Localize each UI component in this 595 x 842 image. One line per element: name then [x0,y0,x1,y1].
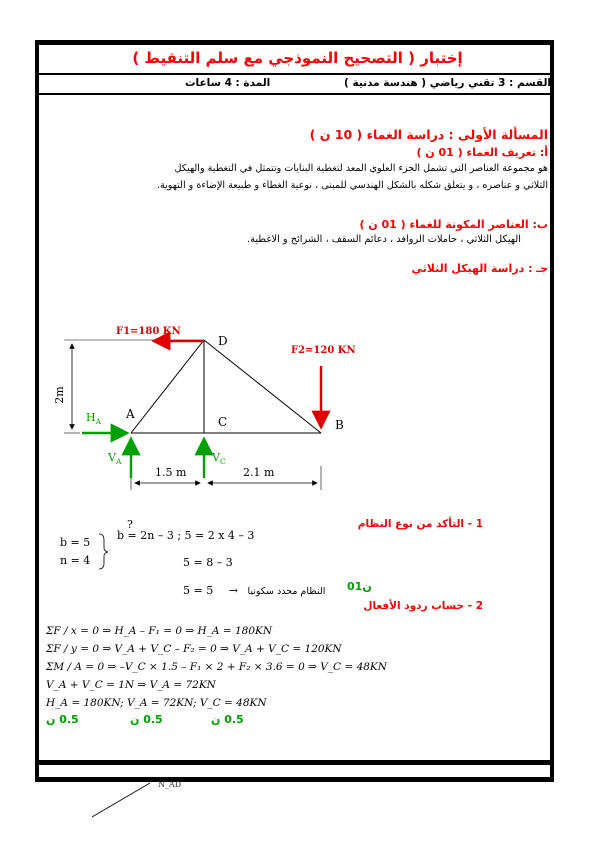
step1-points: 01ن [347,580,372,593]
step1-b-eq: b = 5 [60,536,91,549]
part-b-heading: ب: العناصر المكونة للغماء ( 01 ن ) [359,218,548,231]
equation-4: V_A + V_C = 1N ⇒ V_A = 72KN [46,679,216,691]
dim1-label: 1.5 m [155,466,187,479]
step2-points-2: 0.5 ن [130,713,163,726]
part-b-text: الهيكل الثلاثي ، حاملات الروافد ، دعائم السقف ، الشرائح و الاغطية. [246,234,521,245]
step1-n-eq: n = 4 [60,554,91,567]
equation-5: H_A = 180KN; V_A = 72KN; V_C = 48KN [46,697,267,709]
node-b-label: B [335,418,344,432]
part-c-heading: جـ : دراسة الهيكل الثلاثي [411,262,548,275]
f2-label: F2=120 KN [291,345,356,356]
equation-1: ΣF / x = 0 ⇒ H_A – F₁ = 0 ⇒ H_A = 180KN [46,625,273,637]
duration-label: المدة : 4 ساعات [185,77,271,89]
step1-line2: 5 = 8 – 3 [183,556,233,569]
node-d-label: D [218,334,228,348]
department-label: القسم : 3 تقني رياضي ( هندسة مدنية ) [344,77,551,89]
system-brace [99,534,108,569]
step1-question-mark: ? [127,518,133,531]
part-a-line2: الثلاثي و عناصره ، و يتعلق شكله بالشكل الهندسي للمبنى ، نوعية الغطاء و طبيعة الإضاءة و التهوية. [156,180,548,191]
step2-points-3: 0.5 ن [211,713,244,726]
step1-line3 [183,584,325,597]
problem-title: المسألة الأولى : دراسة الغماء ( 10 ن ) [309,127,548,142]
height-label: 2m [53,386,66,404]
part-a-line1: هو مجموعة العناصر التي تشمل الجزء العلوي المعد لتغطية البنايات وتتمثل في التغطية والهيكل [174,163,548,174]
f1-label: F1=180 KN [116,326,181,337]
step2-points-1: 0.5 ن [46,713,79,726]
step1-line3-eq: 5 = 5 [183,584,214,597]
step1-title: 1 - التأكد من نوع النظام [357,518,483,530]
va-label: $V_A$ [108,451,122,466]
step2-title: 2 - حساب ردود الأفعال [363,600,483,612]
vc-label: $V_C$ [212,451,226,466]
equation-2: ΣF / y = 0 ⇒ V_A + V_C – F₂ = 0 ⇒ V_A + V_C = 120KN [46,643,342,655]
footer-fragment: N_AD [158,780,182,789]
part-a-heading: أ: تعريف الغماء ( 01 ن ) [416,146,548,159]
step1-arrow: → [228,584,238,597]
step1-conclusion: النظام محدد سكونيا [247,586,326,597]
ha-label: $H_A$ [86,411,102,426]
step1-formula: b = 2n – 3 ; 5 = 2 x 4 – 3 [117,529,255,542]
exam-title: إختبار ( التصحيح النموذجي مع سلم التنقيط ) [132,49,463,67]
footer-sketch-line [92,783,150,817]
node-c-label: C [218,415,228,429]
node-a-label: A [126,407,135,421]
dim2-label: 2.1 m [243,466,275,479]
equation-3: ΣM / A = 0 ⇒ –V_C × 1.5 – F₁ × 2 + F₂ × 3.6 = 0 ⇒ V_C = 48KN [46,661,387,673]
member-ad [131,340,204,433]
